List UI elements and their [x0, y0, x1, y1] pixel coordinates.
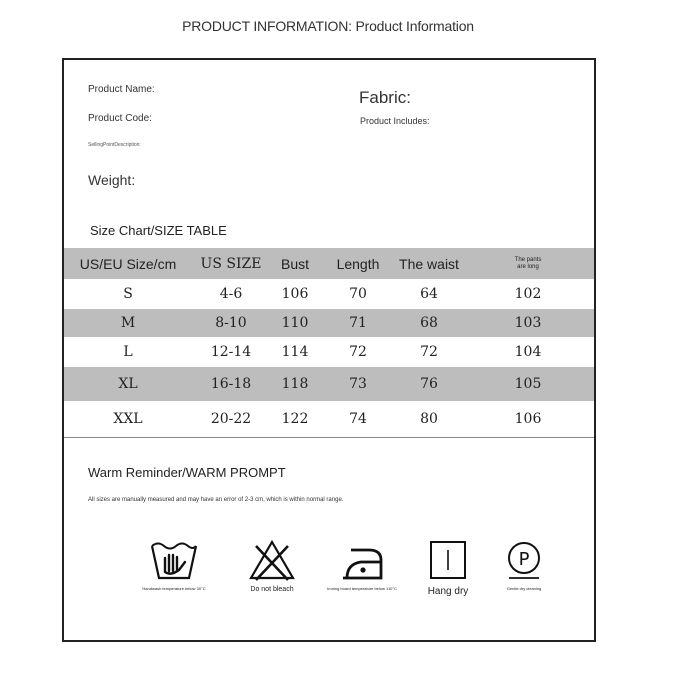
cell-size: L: [123, 344, 133, 360]
page-title: PRODUCT INFORMATION: Product Information: [182, 18, 474, 34]
care-iron: [322, 538, 402, 591]
header-us-size: US SIZE: [192, 248, 270, 279]
cell-length: 72: [349, 344, 367, 360]
weight-label: Weight:: [88, 172, 136, 188]
dry-clean-icon: [499, 538, 549, 582]
cell-waist: 64: [420, 286, 438, 302]
table-row: [64, 337, 594, 367]
cell-us-size: 20-22: [210, 410, 252, 427]
cell-bust: 106: [281, 286, 309, 302]
cell-waist: 76: [396, 367, 462, 401]
cell-length: 74: [349, 410, 367, 427]
cell-bust: 114: [281, 344, 309, 360]
cell-length: 73: [320, 367, 396, 401]
cell-us-size: 12-14: [210, 344, 252, 360]
care-label-iron: Ironing board temperature below 110°C: [327, 586, 397, 591]
iron-icon: [337, 538, 387, 582]
cell-us-size: 4-6: [219, 286, 243, 302]
cell-us-size: 16-18: [192, 367, 270, 401]
cell-bust: 110: [270, 309, 320, 337]
hang-dry-icon: [423, 538, 473, 582]
cell-length: 70: [349, 286, 367, 302]
product-code-label: Product Code:: [88, 113, 152, 124]
care-no-bleach: [232, 538, 312, 593]
care-label-hang-dry: Hang dry: [427, 586, 469, 597]
care-hand-wash: [134, 538, 214, 591]
table-row: [64, 401, 594, 436]
product-info-panel: [62, 58, 596, 642]
cell-bust: 118: [270, 367, 320, 401]
cell-size: S: [123, 286, 133, 302]
cell-bust: 122: [281, 410, 309, 427]
cell-waist: 80: [420, 410, 438, 427]
cell-pants-length: 106: [514, 410, 542, 427]
warm-reminder-title: Warm Reminder/WARM PROMPT: [88, 465, 286, 480]
table-row: [64, 309, 594, 337]
cell-us-size: 8-10: [192, 309, 270, 337]
header-pants-length: [462, 248, 594, 279]
cell-pants-length: 104: [514, 344, 542, 360]
care-label-hand-wash: Handwash temperature below 30°C: [142, 586, 206, 591]
cell-size: M: [64, 309, 192, 337]
cell-pants-length: 103: [462, 309, 594, 337]
cell-waist: 68: [396, 309, 462, 337]
table-row: [64, 279, 594, 309]
care-dry-clean: [484, 538, 564, 591]
fabric-label: Fabric:: [359, 88, 411, 107]
section-divider: [64, 437, 594, 438]
care-label-dry-clean: Gentle dry cleaning: [506, 586, 542, 591]
header-pants-length-text: The pants are long: [514, 256, 542, 270]
warm-reminder-text: All sizes are manually measured and may have an error of 2-3 cm, which is within normal range.: [88, 497, 344, 503]
cell-waist: 72: [420, 344, 438, 360]
svg-text:P: P: [518, 549, 530, 570]
header-length: Length: [320, 248, 396, 279]
header-bust: Bust: [270, 248, 320, 279]
cell-size: XXL: [113, 410, 143, 427]
size-chart-title: Size Chart/SIZE TABLE: [90, 223, 227, 238]
product-name-label: Product Name:: [88, 84, 155, 95]
cell-pants-length: 105: [462, 367, 594, 401]
hand-wash-icon: [149, 538, 199, 582]
cell-size: XL: [64, 367, 192, 401]
care-label-no-bleach: Do not bleach: [250, 586, 294, 593]
product-includes-label: Product Includes:: [360, 116, 430, 126]
no-bleach-icon: [247, 538, 297, 582]
table-row: [64, 367, 594, 401]
selling-point-label: SellingPointDescription:: [88, 142, 141, 148]
header-us-eu-size: US/EU Size/cm: [64, 248, 192, 279]
cell-pants-length: 102: [514, 286, 542, 302]
table-header-row: [64, 248, 594, 279]
care-hang-dry: [408, 538, 488, 597]
header-waist: The waist: [396, 248, 462, 279]
cell-length: 71: [320, 309, 396, 337]
size-chart-table: [64, 248, 594, 436]
